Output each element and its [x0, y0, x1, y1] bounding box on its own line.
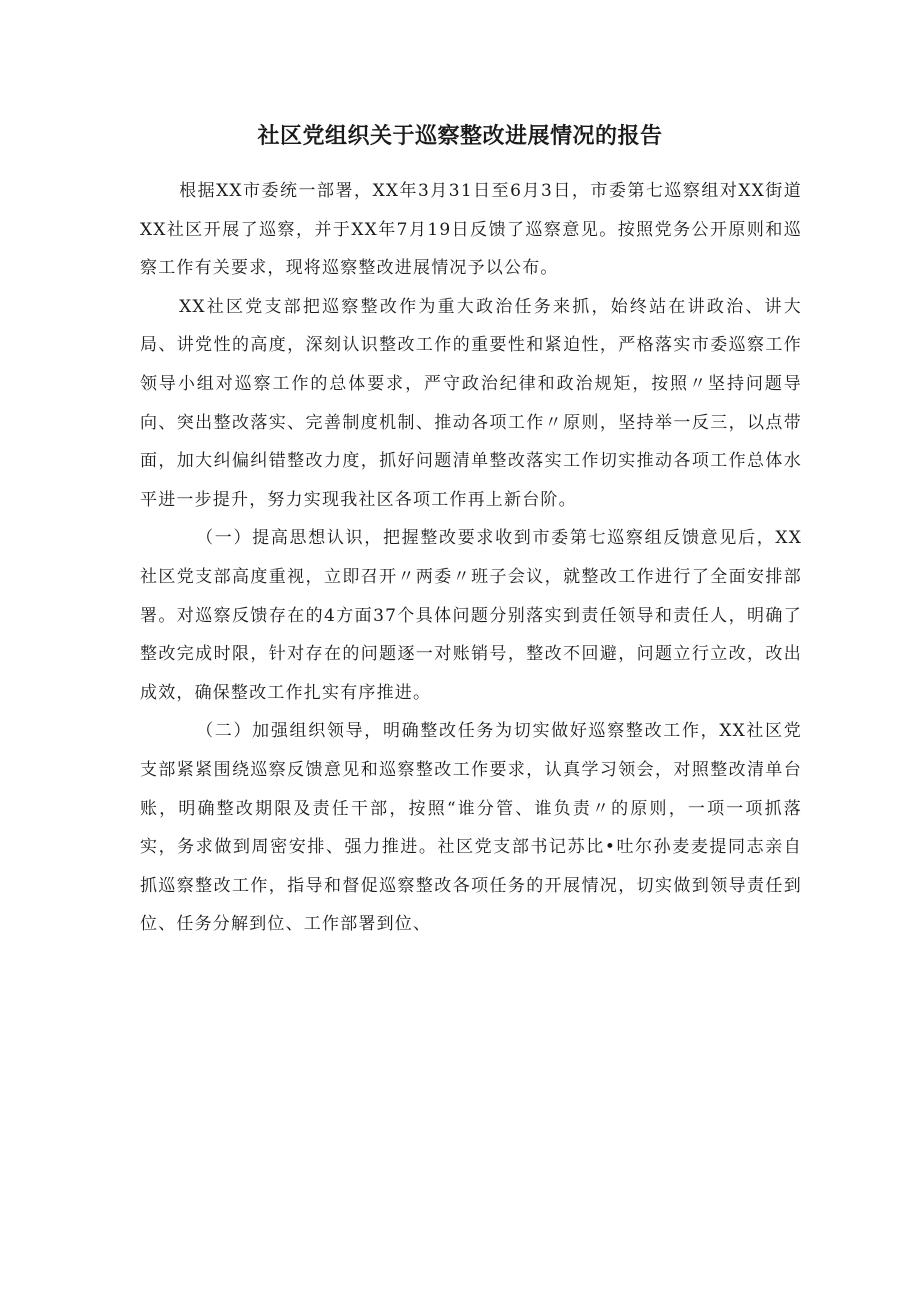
- paragraph-section-2: （二）加强组织领导，明确整改任务为切实做好巡察整改工作，XX社区党支部紧紧围绕巡察反馈意见和巡察整改工作要求，认真学习领会，对照整改清单台账，明确整改期限及责任干部，按照“谁分管、谁负责〃的原则，一项一项抓落实，务求做到周密安排、强力推进。社区党支部书记苏比•吐尔孙麦麦提同志亲自抓巡察整改工作，指导和督促巡察整改各项任务的开展情况，切实做到领导责任到位、任务分解到位、工作部署到位、: [140, 721, 802, 935]
- paragraph-overview: XX社区党支部把巡察整改作为重大政治任务来抓，始终站在讲政治、讲大局、讲党性的高度，深刻认识整改工作的重要性和紧迫性，严格落实市委巡察工作领导小组对巡察工作的总体要求，严守政治纪律和政治规矩，按照〃坚持问题导向、突出整改落实、完善制度机制、推动各项工作〃原则，坚持举一反三，以点带面，加大纠偏纠错整改力度，抓好问题清单整改落实工作切实推动各项工作总体水平进一步提升，努力实现我社区各项工作再上新台阶。: [140, 296, 802, 510]
- document-title: 社区党组织关于巡察整改进展情况的报告: [257, 124, 663, 149]
- paragraph-intro: 根据XX市委统一部署，XX年3月31日至6月3日，市委第七巡察组对XX街道XX社区开展了巡察，并于XX年7月19日反馈了巡察意见。按照党务公开原则和巡察工作有关要求，现将巡察整改进展情况予以公布。: [140, 181, 802, 279]
- document-body: [140, 172, 802, 944]
- paragraph-section-1: （一）提高思想认识，把握整改要求收到市委第七巡察组反馈意见后，XX社区党支部高度重视，立即召开〃两委〃班子会议，就整改工作进行了全面安排部署。对巡察反馈存在的4方面37个具体问题分别落实到责任领导和责任人，明确了整改完成时限，针对存在的问题逐一对账销号，整改不回避，问题立行立改，改出成效，确保整改工作扎实有序推进。: [140, 528, 802, 703]
